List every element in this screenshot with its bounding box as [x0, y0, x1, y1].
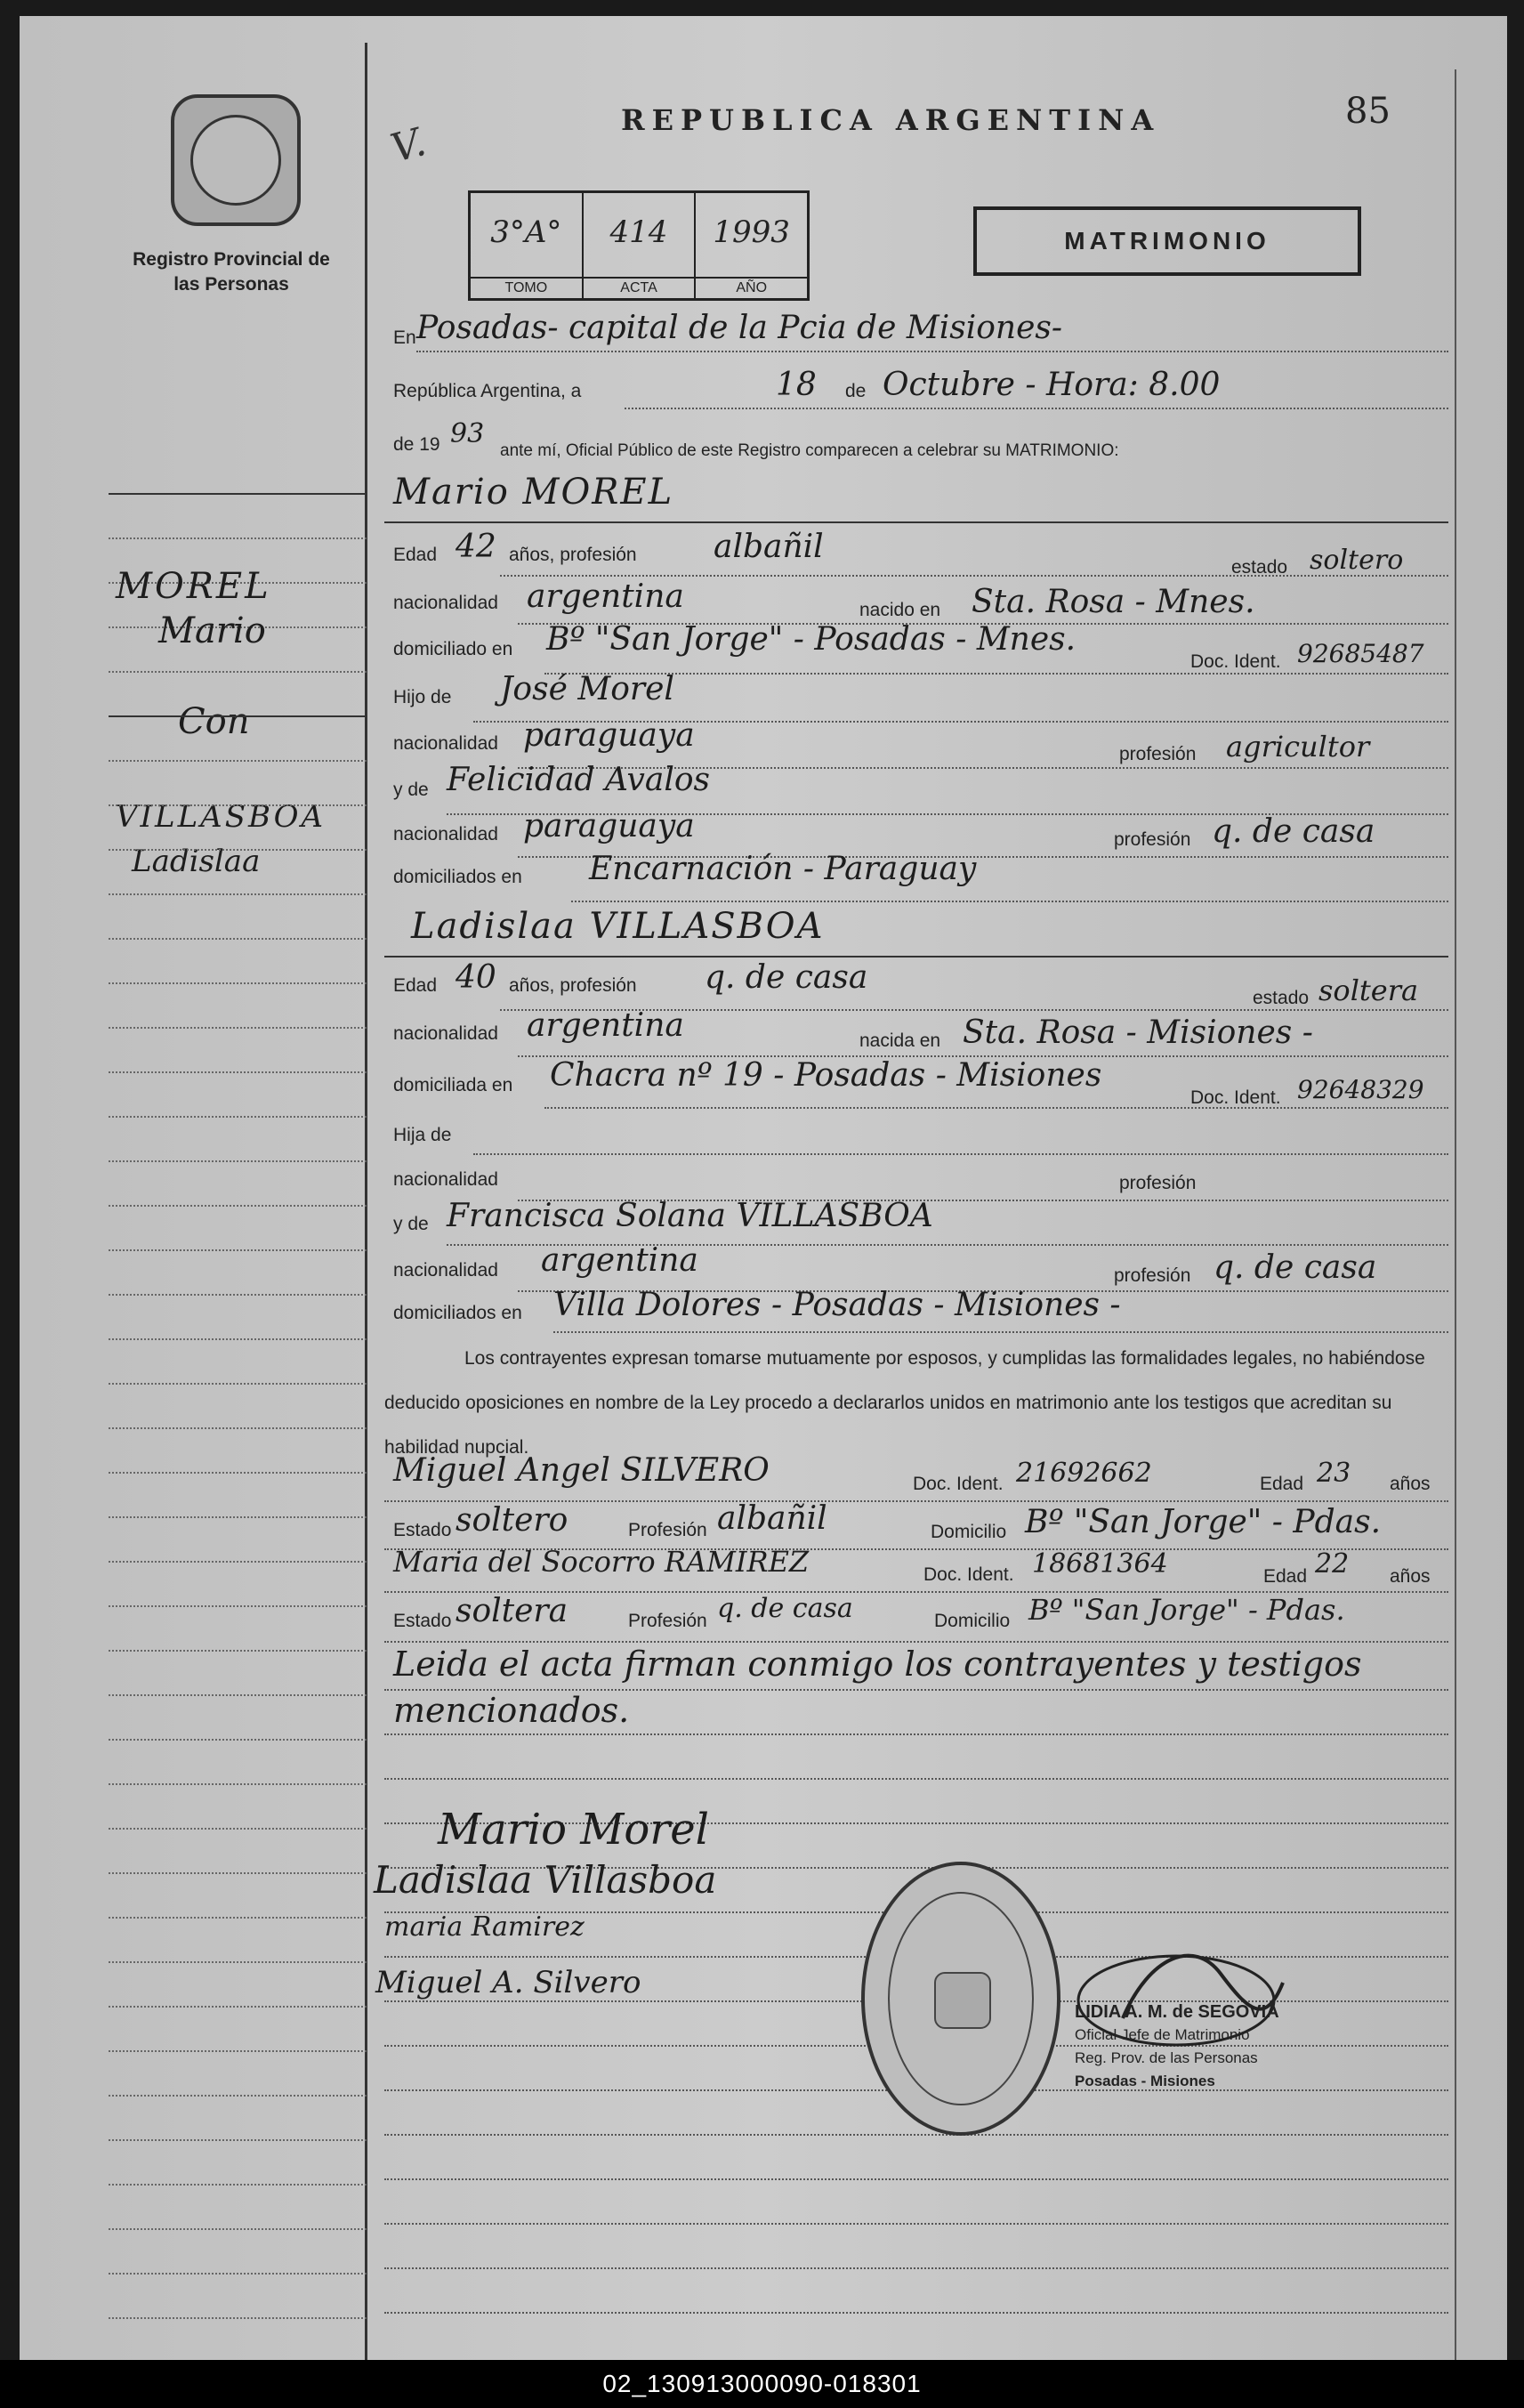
domiciliados-label: domiciliados en [393, 867, 522, 887]
dotted-line [571, 901, 1448, 902]
dotted-line [544, 673, 1448, 675]
margin-line [109, 982, 367, 984]
groom-parents-address: Encarnación - Paraguay [589, 851, 977, 887]
margin-line [109, 1071, 367, 1073]
yde-label: y de [393, 780, 429, 800]
groom-birthplace: Sta. Rosa - Mnes. [972, 584, 1255, 620]
footer-code: 02_130913000090-018301 [0, 2360, 1524, 2408]
hija-label: Hija de [393, 1125, 452, 1145]
domiciliados-label: domiciliados en [393, 1303, 522, 1323]
margin-line [109, 2228, 367, 2230]
doc-label: Doc. Ident. [1190, 1087, 1281, 1108]
profesion-label: Profesión [628, 1611, 707, 1631]
signature-groom: Mario Morel [438, 1805, 709, 1854]
tomo-value: 3°A° [490, 214, 562, 250]
margin-line [109, 1116, 367, 1118]
bride-birthplace: Sta. Rosa - Misiones - [963, 1014, 1313, 1051]
margin-line [109, 2273, 367, 2275]
tomo-label: TOMO [471, 277, 582, 298]
signature-bride: Ladislaa Villasboa [374, 1858, 717, 1902]
margin-line [109, 1249, 367, 1251]
margin-line [109, 1472, 367, 1474]
witness2-address: Bº "San Jorge" - Pdas. [1028, 1593, 1345, 1627]
officer-name: LIDIA A. M. de SEGOVIA [1075, 2002, 1279, 2022]
yde-label: y de [393, 1214, 429, 1234]
dotted-line [384, 2267, 1448, 2269]
margin-surname1: MOREL [116, 566, 271, 607]
year-suffix: 93 [450, 418, 485, 449]
margin-line [109, 893, 367, 895]
place-value: Posadas- capital de la Pcia de Misiones- [416, 310, 1063, 346]
country-title: REPUBLICA ARGENTINA [621, 103, 1161, 137]
groom-profession: albañil [714, 529, 824, 565]
nacida-label: nacida en [859, 1030, 941, 1051]
margin-name2: Ladislaa [132, 844, 261, 879]
margin-line [109, 1739, 367, 1741]
margin-line [109, 1205, 367, 1207]
register-page [20, 16, 1507, 2362]
margin-con: Con [178, 701, 250, 742]
officer-title: Oficial Jefe de Matrimonio [1075, 2026, 1250, 2043]
dotted-line [384, 1689, 1448, 1691]
margin-line [109, 938, 367, 940]
marriage-statement: Los contrayentes expresan tomarse mutuamente por esposos, y cumplidas las formalidades legales, no habiéndose deducido oposiciones en nombre de la Ley procedo a declararlos unidos en matrimonio ante los testigos que acreditan su habilidad nupcial. [384, 1348, 1425, 1458]
separator-line [384, 956, 1448, 958]
dotted-line [384, 1733, 1448, 1735]
dotted-line [384, 2312, 1448, 2314]
margin-line [109, 671, 367, 673]
margin-line [109, 1917, 367, 1919]
groom-name: Mario MOREL [393, 472, 674, 513]
de-label: de [845, 381, 867, 401]
edad-label: Edad [1260, 1474, 1304, 1494]
dotted-line [553, 1331, 1448, 1333]
nacionalidad-label: nacionalidad [393, 593, 498, 613]
officer-location: Posadas - Misiones [1075, 2073, 1215, 2089]
anos-label: años [1390, 1566, 1431, 1587]
domicilio-label: Domicilio [931, 1522, 1007, 1542]
profesion-label: profesión [1119, 744, 1197, 764]
registry-box [468, 190, 810, 301]
day-value: 18 [776, 367, 817, 403]
anos-label: años [1390, 1474, 1431, 1494]
edad-label: Edad [1263, 1566, 1308, 1587]
nacionalidad-label: nacionalidad [393, 824, 498, 844]
witness1-age: 23 [1317, 1458, 1351, 1489]
margin-rule [365, 43, 367, 2362]
document-type: MATRIMONIO [973, 206, 1361, 276]
witness1-status: soltero [456, 1502, 568, 1539]
witness2-status: soltera [456, 1593, 568, 1629]
dotted-line [544, 1107, 1448, 1109]
bride-address: Chacra nº 19 - Posadas - Misiones [550, 1057, 1102, 1094]
ano-label: AÑO [696, 277, 807, 298]
groom-mother-profession: q. de casa [1212, 813, 1375, 850]
declaration-text: ante mí, Oficial Público de este Registro comparecen a celebrar su MATRIMONIO: [500, 441, 1119, 460]
profesion-label: años, profesión [509, 545, 637, 565]
groom-mother: Felicidad Avalos [447, 762, 711, 798]
ano-value: 1993 [713, 214, 790, 250]
republica-label: República Argentina, a [393, 381, 582, 401]
margin-line [109, 2006, 367, 2008]
profesion-label: profesión [1114, 829, 1191, 850]
margin-line [109, 1516, 367, 1518]
margin-line [109, 1650, 367, 1652]
officer-stamp [1075, 2000, 1315, 2093]
margin-line [109, 1027, 367, 1029]
bride-status: soltera [1318, 974, 1419, 1007]
profesion-label: profesión [1114, 1265, 1191, 1286]
margin-line [109, 2139, 367, 2141]
margin-line [109, 1783, 367, 1785]
witness2-profession: q. de casa [717, 1593, 853, 1624]
groom-mother-nationality: paraguaya [523, 808, 695, 844]
margin-line [109, 2095, 367, 2097]
witness2-age: 22 [1315, 1548, 1350, 1580]
dotted-line [473, 1153, 1448, 1155]
dotted-line [625, 408, 1448, 409]
bride-mother-profession: q. de casa [1214, 1249, 1377, 1286]
signature-witness1: Miguel A. Silvero [375, 1965, 641, 2000]
profesion-label: profesión [1119, 1173, 1197, 1193]
dotted-line [384, 2178, 1448, 2180]
groom-father-profession: agricultor [1226, 730, 1370, 764]
margin-line [109, 849, 367, 851]
doc-label: Doc. Ident. [1190, 651, 1281, 672]
margin-line [109, 2317, 367, 2319]
bride-profession: q. de casa [705, 959, 868, 996]
dotted-line [416, 351, 1448, 352]
right-rule [1455, 69, 1456, 2362]
witness1-doc: 21692662 [1016, 1458, 1152, 1489]
margin-line [109, 1828, 367, 1830]
acta-value: 414 [609, 214, 668, 250]
month-time-value: Octubre - Hora: 8.00 [883, 367, 1221, 403]
bride-doc: 92648329 [1297, 1075, 1424, 1104]
margin-surname2: VILLASBOA [116, 799, 327, 835]
witness1-name: Miguel Angel SILVERO [393, 1452, 770, 1489]
bride-name: Ladislaa VILLASBOA [411, 906, 825, 947]
doc-label: Doc. Ident. [913, 1474, 1004, 1494]
domiciliado-label: domiciliado en [393, 639, 513, 659]
year-prefix: de 19 [393, 434, 440, 455]
groom-father: José Morel [500, 671, 674, 707]
margin-line [109, 1694, 367, 1696]
estado-label: estado [1231, 557, 1288, 578]
estado-label: estado [1253, 988, 1310, 1008]
margin-line [109, 1160, 367, 1162]
margin-line [109, 1561, 367, 1563]
witness2-doc: 18681364 [1032, 1548, 1168, 1580]
dotted-line [384, 2223, 1448, 2225]
margin-line [109, 537, 367, 539]
margin-line [109, 715, 367, 717]
dotted-line [384, 1778, 1448, 1780]
margin-line [109, 2184, 367, 2186]
page-number: 85 [1345, 91, 1391, 132]
bride-mother: Francisca Solana VILLASBOA [447, 1198, 933, 1234]
bride-mother-nationality: argentina [541, 1242, 698, 1279]
profesion-label: años, profesión [509, 975, 637, 996]
margin-line [109, 1294, 367, 1296]
nacionalidad-label: nacionalidad [393, 1169, 498, 1190]
margin-line [109, 760, 367, 762]
edad-label: Edad [393, 975, 438, 996]
initial-mark: V. [386, 118, 431, 173]
nacionalidad-label: nacionalidad [393, 1260, 498, 1281]
estado-label: Estado [393, 1611, 452, 1631]
groom-address: Bº "San Jorge" - Posadas - Mnes. [546, 621, 1076, 658]
bride-parents-address: Villa Dolores - Posadas - Misiones - [553, 1287, 1121, 1323]
groom-status: soltero [1310, 545, 1404, 576]
groom-doc: 92685487 [1297, 639, 1424, 668]
margin-line [109, 1605, 367, 1607]
officer-office: Reg. Prov. de las Personas [1075, 2049, 1258, 2066]
organization-name: Registro Provincial de las Personas [133, 249, 330, 295]
margin-line [109, 804, 367, 806]
margin-line [109, 2050, 367, 2052]
edad-label: Edad [393, 545, 438, 565]
witness1-profession: albañil [717, 1500, 827, 1537]
dotted-line [500, 575, 1448, 577]
nacionalidad-label: nacionalidad [393, 1023, 498, 1044]
margin-line [109, 1872, 367, 1874]
nacionalidad-label: nacionalidad [393, 733, 498, 754]
separator-line [384, 521, 1448, 523]
nacido-label: nacido en [859, 600, 941, 620]
bride-nationality: argentina [527, 1007, 684, 1044]
estado-label: Estado [393, 1520, 452, 1540]
official-seal-icon [861, 1862, 1060, 2136]
acta-label: ACTA [584, 277, 695, 298]
doc-label: Doc. Ident. [923, 1564, 1014, 1585]
margin-line [109, 1383, 367, 1385]
signature-witness2: maria Ramirez [384, 1911, 585, 1943]
margin-name1: Mario [158, 610, 266, 651]
witness1-address: Bº "San Jorge" - Pdas. [1025, 1504, 1382, 1540]
groom-age: 42 [456, 529, 496, 565]
profesion-label: Profesión [628, 1520, 707, 1540]
coat-of-arms-icon [171, 94, 301, 226]
witness2-name: Maria del Socorro RAMIREZ [393, 1545, 810, 1579]
dotted-line [384, 2134, 1448, 2136]
margin-line [109, 1338, 367, 1340]
bride-age: 40 [456, 959, 496, 996]
closing-text: Leida el acta firman conmigo los contrayentes y testigos mencionados. [393, 1644, 1362, 1730]
hijo-label: Hijo de [393, 687, 452, 707]
margin-line [109, 1427, 367, 1429]
domicilio-label: Domicilio [934, 1611, 1011, 1631]
en-label: En [393, 327, 416, 348]
margin-line [109, 1961, 367, 1963]
margin-line [109, 493, 367, 495]
groom-father-nationality: paraguaya [523, 717, 695, 754]
groom-nationality: argentina [527, 578, 684, 615]
domiciliada-label: domiciliada en [393, 1075, 513, 1095]
